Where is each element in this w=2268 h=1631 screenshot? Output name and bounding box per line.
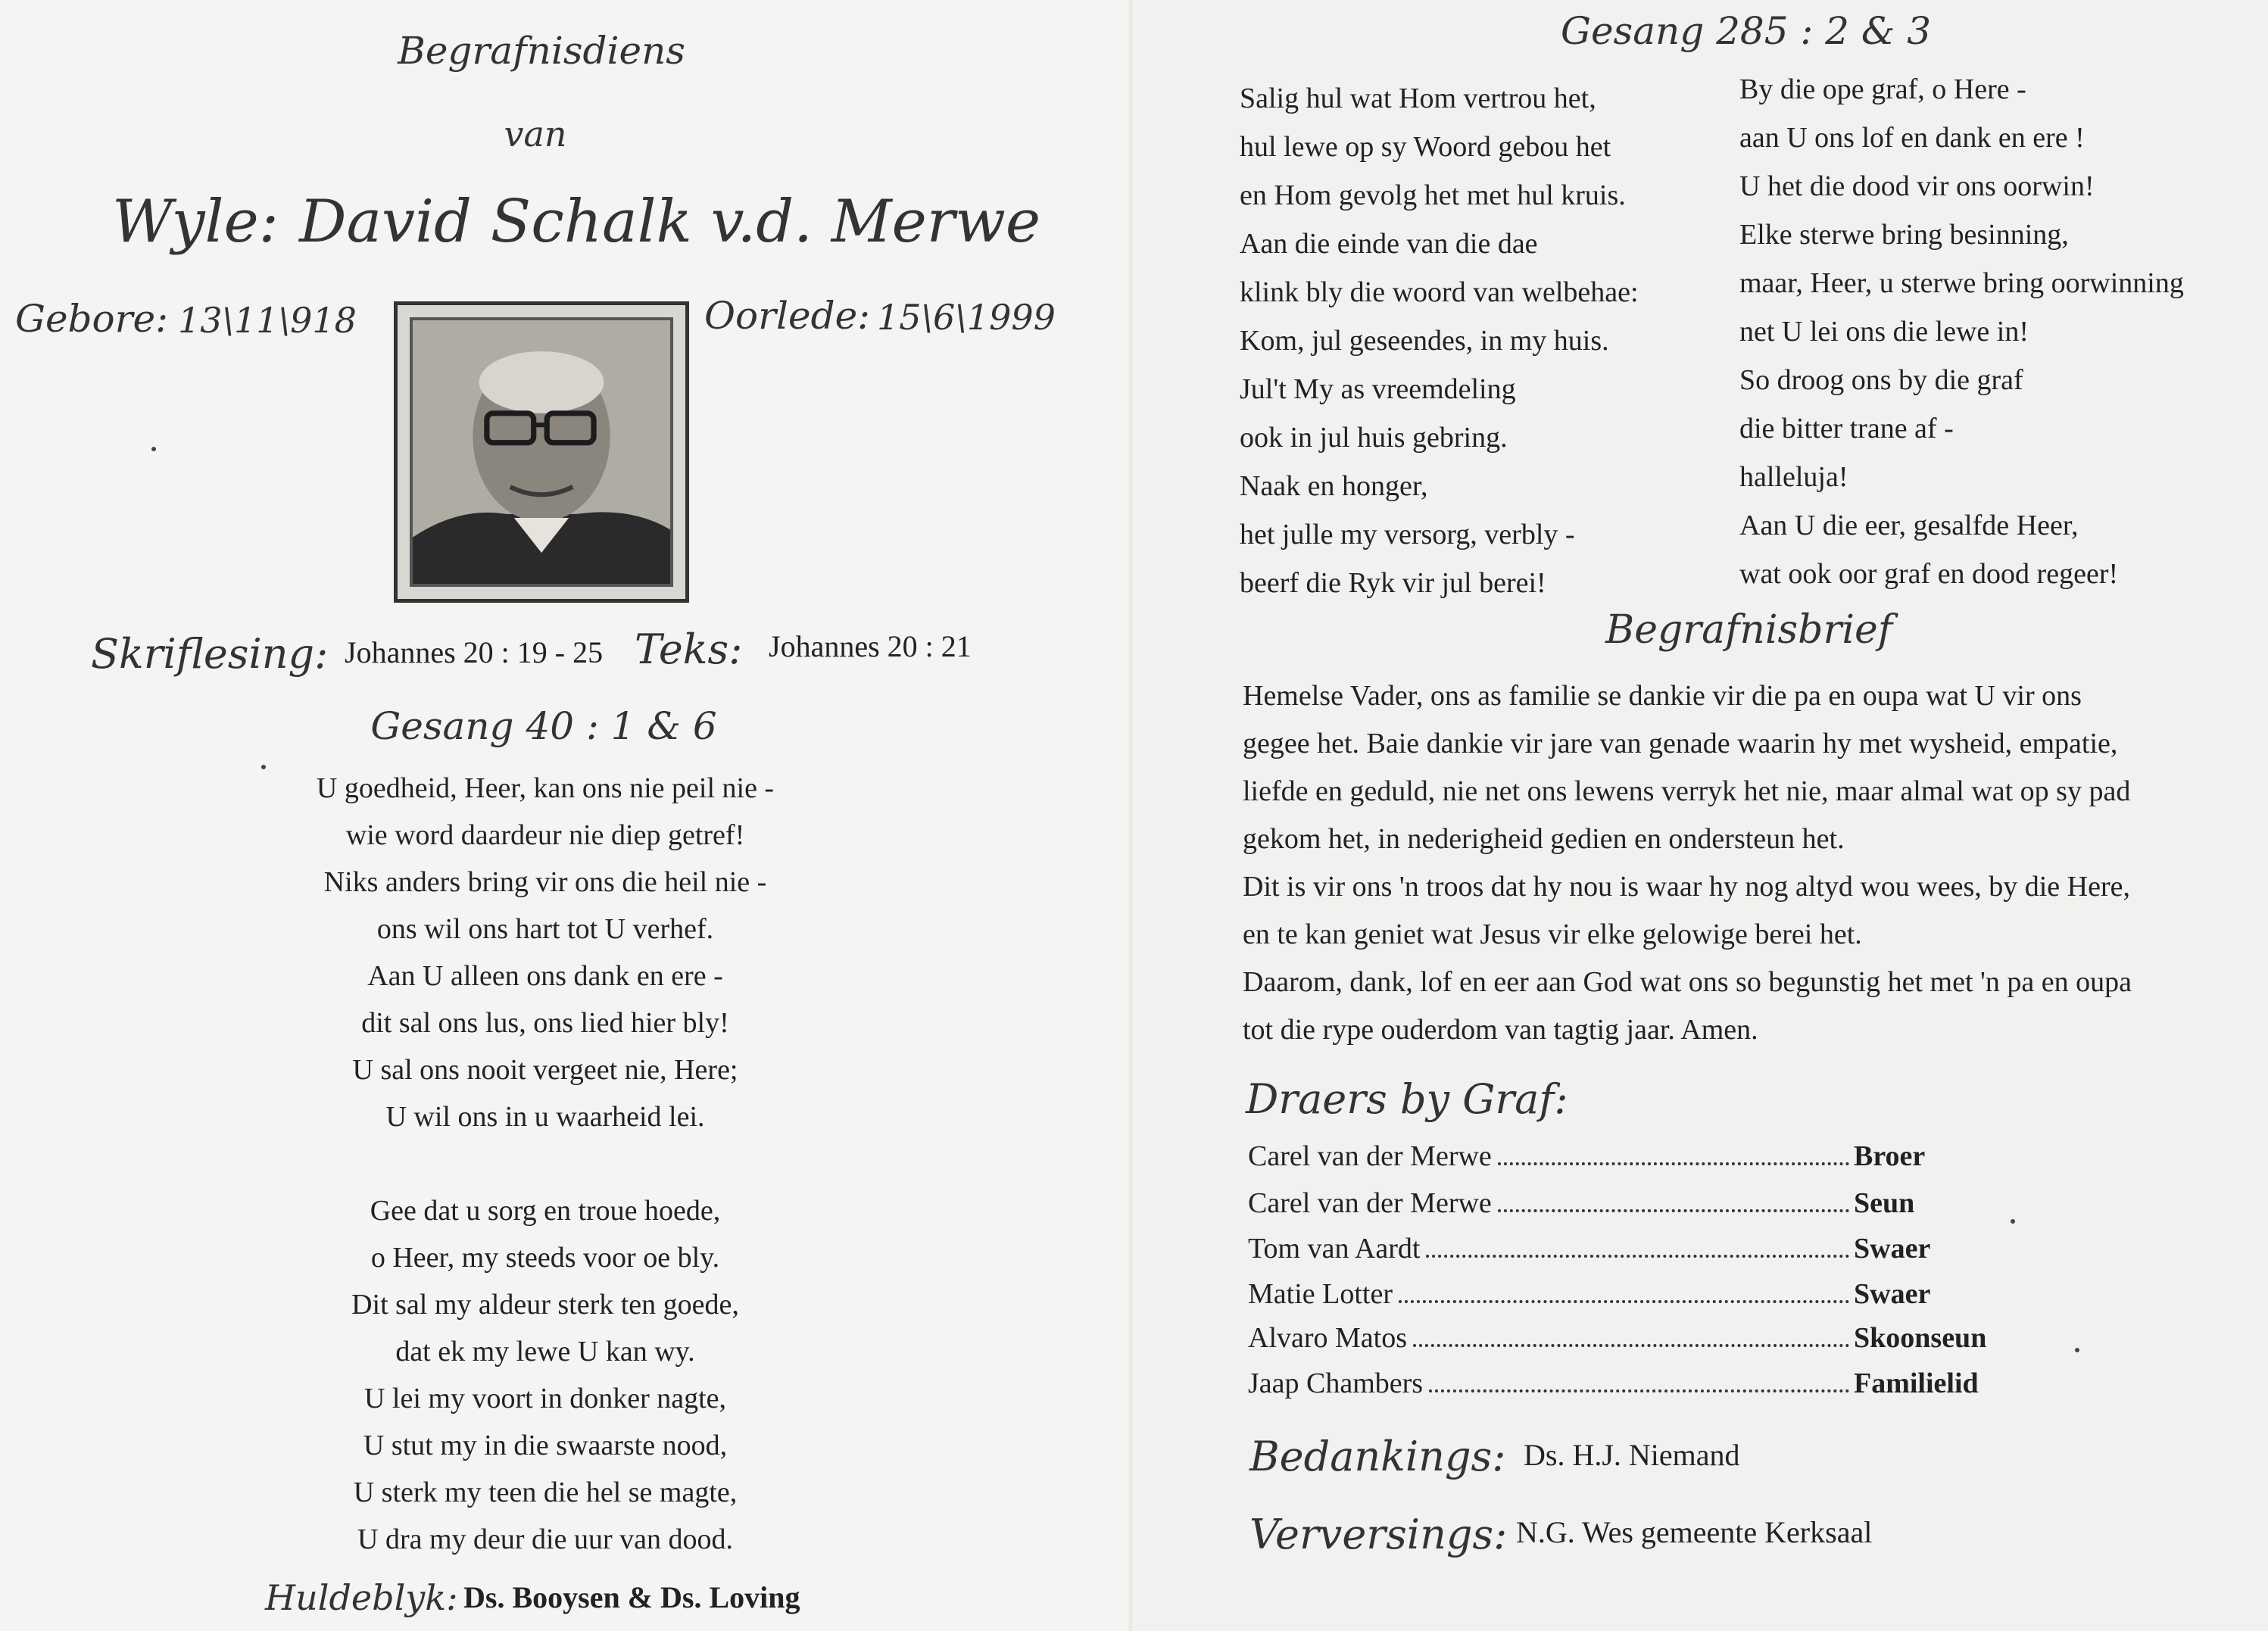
letter-line: Dit is vir ons 'n troos dat hy nou is waar hy nog altyd wou wees, by die Here, — [1243, 871, 2130, 903]
bearer-relation: Swaer — [1854, 1278, 1931, 1310]
deceased-prefix: Wyle: — [112, 188, 279, 256]
thanks-label: Bedankings: — [1249, 1433, 1506, 1480]
hymn-line: dat ek my lewe U kan wy. — [395, 1336, 695, 1367]
bearer-name: Alvaro Matos — [1248, 1322, 1408, 1354]
hymn-line: wie word daardeur nie diep getref! — [345, 819, 745, 851]
bearer-relation: Seun — [1854, 1187, 1915, 1219]
hymn-line: Jul't My as vreemdeling — [1240, 373, 1516, 405]
service-heading: Begrafnisdiens — [398, 29, 685, 73]
hymn-line: Aan U die eer, gesalfde Heer, — [1739, 510, 2079, 541]
bearer-relation: Skoonseun — [1854, 1322, 1987, 1354]
hymn-line: By die ope graf, o Here - — [1739, 73, 2026, 105]
bearer-name: Jaap Chambers — [1248, 1367, 1424, 1399]
bearer-row — [1248, 1187, 2005, 1232]
right-hymn-col2 — [1739, 65, 2184, 598]
hymn-line: aan U ons lof en dank en ere ! — [1739, 122, 2085, 154]
right-hymn-col1 — [1240, 74, 1639, 607]
hymn-line: Salig hul wat Hom vertrou het, — [1240, 83, 1596, 114]
born-date: 13\11\918 — [178, 300, 357, 341]
hymn-line: So droog ons by die graf — [1739, 364, 2023, 396]
paper-speck — [2011, 1219, 2015, 1224]
left-hymn-title: Gesang 40 : 1 & 6 — [370, 704, 717, 748]
bearer-name: Carel van der Merwe — [1248, 1187, 1492, 1219]
bearer-row — [1248, 1277, 2005, 1323]
letter-line: en te kan geniet wat Jesus vir elke gelowige berei het. — [1243, 918, 1862, 950]
letter-line: gekom het, in nederigheid gedien en ondersteun het. — [1243, 823, 1845, 855]
letter-line: Hemelse Vader, ons as familie se dankie vir die pa en oupa wat U vir ons — [1243, 680, 2082, 712]
hymn-line: ons wil ons hart tot U verhef. — [376, 913, 714, 945]
paper-speck — [2075, 1348, 2079, 1352]
bearer-row — [1248, 1232, 2005, 1277]
left-page — [0, 0, 1132, 1631]
hymn-line: Kom, jul geseendes, in my huis. — [1240, 325, 1609, 357]
letter-title: Begrafnisbrief — [1605, 607, 1892, 653]
hymn-line: U stut my in die swaarste nood, — [363, 1430, 728, 1461]
hymn-line: wat ook oor graf en dood regeer! — [1739, 558, 2119, 590]
hymn-line: die bitter trane af - — [1739, 413, 1954, 444]
born-label: Gebore: — [15, 297, 168, 341]
died-label: Oorlede: — [704, 294, 871, 338]
hymn-line: U sterk my teen die hel se magte, — [353, 1477, 738, 1508]
hymn-line: Dit sal my aldeur sterk ten goede, — [351, 1289, 739, 1321]
refresh-label: Verversings: — [1249, 1511, 1508, 1558]
hymn-line: klink bly die woord van welbehae: — [1240, 276, 1639, 308]
hymn-line: Aan die einde van die dae — [1240, 228, 1538, 260]
bearer-row — [1248, 1367, 2005, 1412]
reading-label: Skriflesing: — [91, 630, 329, 678]
thanks-value: Ds. H.J. Niemand — [1524, 1438, 1740, 1472]
hymn-line: hul lewe op sy Woord gebou het — [1240, 131, 1611, 163]
letter-line: liefde en geduld, nie net ons lewens verryk het nie, maar almal wat op sy pad — [1243, 775, 2131, 807]
stanza-gap — [317, 1140, 774, 1187]
hymn-line: o Heer, my steeds voor oe bly. — [370, 1242, 720, 1274]
hymn-line: Naak en honger, — [1240, 470, 1428, 502]
paper-speck — [151, 447, 156, 451]
leader-dots — [1498, 1209, 1849, 1212]
hymn-line: het julle my versorg, verbly - — [1240, 519, 1575, 550]
bearer-row — [1248, 1140, 2005, 1185]
text-label: Teks: — [635, 625, 743, 673]
hymn-line: U goedheid, Heer, kan ons nie peil nie - — [316, 772, 775, 804]
hymn-line: maar, Heer, u sterwe bring oorwinning — [1739, 267, 2184, 299]
letter-line: Daarom, dank, lof en eer aan God wat ons so begunstig het met 'n pa en oupa — [1243, 966, 2132, 998]
hymn-line: Elke sterwe bring besinning, — [1739, 219, 2069, 251]
right-hymn-title: Gesang 285 : 2 & 3 — [1561, 9, 1932, 53]
hymn-line: halleluja! — [1739, 461, 1848, 493]
bearer-relation: Swaer — [1854, 1233, 1931, 1265]
bearer-row — [1248, 1321, 2005, 1367]
hymn-line: U het die dood vir ons oorwin! — [1739, 170, 2095, 202]
hymn-line: U lei my voort in donker nagte, — [363, 1383, 727, 1414]
leader-dots — [1498, 1162, 1849, 1165]
text-value: Johannes 20 : 21 — [769, 629, 972, 663]
letter-line: tot die rype ouderdom van tagtig jaar. Amen. — [1243, 1014, 1758, 1046]
tribute-value: Ds. Booysen & Ds. Loving — [463, 1580, 800, 1614]
left-hymn-text — [317, 765, 774, 1563]
van-text: van — [504, 114, 567, 154]
leader-dots — [1429, 1389, 1849, 1392]
bearer-name: Tom van Aardt — [1248, 1233, 1421, 1265]
bearer-name: Carel van der Merwe — [1248, 1140, 1492, 1172]
paper-speck — [261, 765, 266, 769]
hymn-line: U dra my deur die uur van dood. — [357, 1523, 733, 1555]
letter-line: gegee het. Baie dankie vir jare van genade waarin hy met wysheid, empatie, — [1243, 728, 2118, 759]
hymn-line: ook in jul huis gebring. — [1240, 422, 1508, 454]
bearer-relation: Familielid — [1854, 1367, 1979, 1399]
hymn-line: en Hom gevolg het met hul kruis. — [1240, 179, 1626, 211]
portrait-image — [413, 320, 670, 584]
hymn-line: dit sal ons lus, ons lied hier bly! — [361, 1007, 729, 1039]
hymn-line: U sal ons nooit vergeet nie, Here; — [352, 1054, 738, 1086]
bearer-name: Matie Lotter — [1248, 1278, 1393, 1310]
hymn-line: beerf die Ryk vir jul berei! — [1240, 567, 1546, 599]
bearer-relation: Broer — [1854, 1140, 1926, 1172]
hymn-line: Aan U alleen ons dank en ere - — [367, 960, 723, 992]
portrait-photo — [394, 301, 689, 603]
hymn-line: U wil ons in u waarheid lei. — [385, 1101, 705, 1133]
leader-dots — [1426, 1255, 1849, 1258]
deceased-name: David Schalk v.d. Merwe — [299, 188, 1040, 256]
tribute-label: Huldeblyk: — [265, 1577, 458, 1618]
reading-value: Johannes 20 : 19 - 25 — [345, 635, 604, 669]
hymn-line: net U lei ons die lewe in! — [1739, 316, 2029, 348]
died-date: 15\6\1999 — [877, 297, 1056, 338]
bearers-title: Draers by Graf: — [1246, 1075, 1568, 1123]
hymn-line: Gee dat u sorg en troue hoede, — [370, 1195, 721, 1227]
hymn-line: Niks anders bring vir ons die heil nie - — [323, 866, 767, 898]
leader-dots — [1413, 1344, 1849, 1347]
leader-dots — [1399, 1300, 1849, 1303]
refresh-value: N.G. Wes gemeente Kerksaal — [1516, 1515, 1873, 1549]
letter-text — [1243, 672, 2132, 1054]
